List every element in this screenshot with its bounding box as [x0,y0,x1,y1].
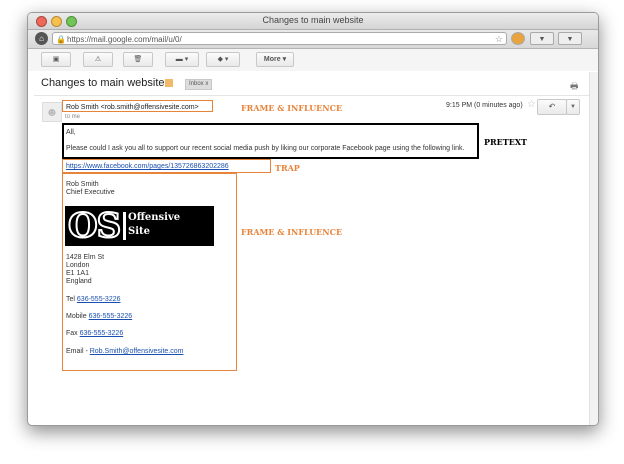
sender-highlight-box [62,100,213,112]
avatar: ☻ [42,102,62,122]
pretext-highlight-box [62,123,479,159]
address-bar [28,30,598,49]
delete-button[interactable]: 🗑 [123,52,153,67]
remove-label-button[interactable]: x [205,81,209,87]
important-marker-icon[interactable] [165,79,173,87]
pretext-label: PRETEXT [484,137,527,147]
recipient-toggle[interactable]: to me [65,114,81,120]
tel-label: Tel [66,296,75,303]
inbox-label-chip[interactable] [185,79,212,90]
trap-highlight-box [62,159,271,173]
address-line-4: England [66,278,92,285]
address-line-1: 1428 Elm St [66,254,105,261]
email-greeting: All, [66,129,76,136]
window-title: Changes to main website [262,15,364,25]
extension-icon[interactable] [511,32,525,45]
bookmark-star-icon[interactable]: ☆ [494,34,503,44]
url-field[interactable] [52,32,507,45]
logo-initials: OS [68,206,121,246]
email-timestamp: 9:15 PM (0 minutes ago) [446,102,523,109]
fax-link[interactable]: 636-555-3226 [79,330,124,337]
address-line-2: London [66,262,90,269]
logo-line-1: Offensive [128,212,181,223]
fax-label: Fax [66,330,78,337]
signature-highlight-box [62,173,237,371]
divider [34,95,590,96]
extension-menu-icon[interactable]: ▼ [530,32,554,45]
reply-button[interactable]: ↶ [537,99,567,115]
home-icon[interactable]: ⌂ [35,32,48,45]
lock-icon: 🔒 [56,35,66,44]
signature-name: Rob Smith [66,181,99,188]
more-actions-button[interactable]: ▼ [566,99,580,115]
more-button[interactable]: More ▾ [256,52,294,67]
frame-influence-label-1: FRAME & INFLUENCE [241,103,343,113]
logo-line-2: Site [128,226,151,237]
report-spam-button[interactable]: ⚠ [83,52,113,67]
move-to-folder-button[interactable]: ▬ ▾ [165,52,199,67]
address-line-3: E1 1A1 [66,270,89,277]
email-body-line: Please could I ask you all to support our recent social media push by liking our corporate Facebook page using the following link. [66,145,465,152]
mobile-link[interactable]: 636-555-3226 [88,313,133,320]
inbox-label: Inbox [189,81,204,87]
sender-address: Rob Smith <rob.smith@offensivesite.com> [66,104,199,111]
print-icon[interactable]: 🖶 [570,81,579,91]
labels-button[interactable]: ◆ ▾ [206,52,240,67]
url-text: https://mail.google.com/mail/u/0/ [67,35,182,44]
email-subject: Changes to main website [41,77,165,89]
email-label: Email - [66,348,88,355]
mobile-label: Mobile [66,313,87,320]
mail-toolbar [28,49,598,71]
tel-link[interactable]: 636-555-3226 [76,296,121,303]
frame-influence-label-2: FRAME & INFLUENCE [241,227,343,237]
star-icon[interactable]: ☆ [527,99,536,110]
title-bar [28,13,598,30]
archive-button[interactable]: ▣ [41,52,71,67]
scrollbar[interactable] [589,72,599,425]
browser-window [27,12,599,426]
signature-role: Chief Executive [66,189,115,196]
facebook-link[interactable]: https://www.facebook.com/pages/135726863202286 [66,163,229,170]
more-label: More [263,56,281,63]
email-link[interactable]: Rob.Smith@offensivesite.com [89,348,184,355]
wrench-menu-icon[interactable]: ▼ [558,32,582,45]
trap-label: TRAP [275,163,300,173]
